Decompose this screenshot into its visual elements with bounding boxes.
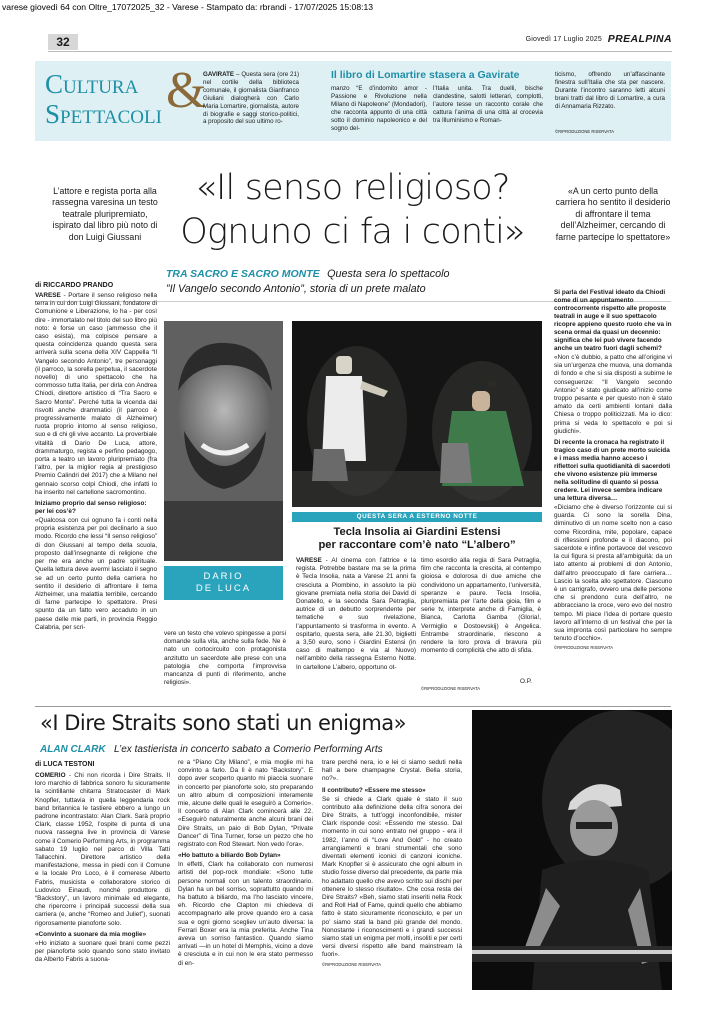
left-pull-quote: L’attore e regista porta alla rassegna varesina un testo teatrale pluripremiato, ispirato dal libro più noto di don Luigi Giussani <box>52 186 158 242</box>
main-col1-subhead: Iniziamo proprio dal senso religioso: per lei cos’è? <box>35 500 147 516</box>
top-item-left <box>203 71 299 126</box>
main-right-p1: «Non c’è dubbio, a patto che all’origine vi sia un’urgenza che muova, una domanda di fondo e che si sia disposti a subirne le conseguenze: “Il Vangelo secondo Antonio” è stato giudicato all’inizio come troppo pesante e per questo non è stato amato da certi ambienti lontani dalla Chiesa o troppo politicizzati. Ma io dico: prima si veda lo spettacolo e poi si giudichi». <box>554 354 672 435</box>
top-item-copyright: ©RIPRODUZIONE RISERVATA <box>555 129 615 134</box>
section-ampersand: & <box>166 62 207 119</box>
main-col-right <box>554 286 672 650</box>
second-kicker: ALAN CLARK <box>40 744 106 755</box>
main-subtitle <box>166 266 546 296</box>
top-item-mid2: l’Italia unita. Tra duelli, bische clandestine, salotti letterari, complotti, l’autore tesse un racconto corale che cattura l’anima di una città al crocevia tra Illuminismo e Roman- <box>433 85 543 124</box>
portrait-caption-line1: DARIO <box>203 571 244 582</box>
second-subtitle <box>40 739 480 757</box>
main-col1-p1: - Portare il senso religioso nella terra in cui don Luigi Giussani, fondatore di Comunione e Liberazione, lo ha - per così dire - immortalato nel titolo del suo libro più noto: è forse un caso (ammesso che il caso esista), ma colpisce pensare a questa coincidenza quando questa sera arriverà sulla scena della XIV Cappella “Il Vangelo secondo Antonio”, tre personaggi (il parroco, la sorella perpetua, il sacerdote novello) di uno spettacolo che ha commosso tutta Italia, per dirla con Andrea Chiodi, direttore artistico di “Tra Sacro e Sacro Monte”. Perché tutta la vicenda dai risvolti anche drammatici (il parroco è progressivamente malato di Alzheimer) ruota proprio intorno al senso religioso, suo e di chi gli vive accanto. La proverbiale vitalità di Dario De Luca, attore, drammaturgo, regista e perfino pedagogo, porta a teatro un lavoro pluripremiato (fra l’altro, per la miglior regia al prestigioso Premio Calindri del 2017) che a Milano nel gennaio scorso colpì Chiodi, che infatti lo ha inserito nel cartellone sacromontino. <box>35 292 157 496</box>
second-col2-text: re a “Piano City Milano”, e mia moglie mi ha convinto a farlo. Da lì è nato “Backstory”. E dopo aver scoperto quanto mi piaccia suonare in concerto per pianoforte solo, sto preparando un altro album di composizioni interamente mie, alcune delle quali le eseguirò a Comerio». Il concerto di Alan Clark comincerà alle 22. «Eseguirò naturalmente anche alcuni brani dei Dire Straits, un paio di Bob Dylan, “Private Dancer” di Tina Turner, forse un pezzo che ho registrato con Rod Stewart. Non vedo l’ora». <box>178 759 313 849</box>
print-stamp: varese giovedì 64 con Oltre_17072025_32 - Varese - Stampato da: rbrandi - 17/07/2025 15:08:13 <box>2 2 374 12</box>
main-col1 <box>35 292 157 633</box>
section-word-spettacoli: Spettacoli <box>45 99 162 129</box>
page-header <box>48 32 672 52</box>
box-title-line1: Tecla Insolia ai Giardini Estensi <box>333 526 501 538</box>
header-date: Giovedì 17 Luglio 2025 <box>525 36 602 43</box>
stage-image <box>292 321 542 507</box>
main-byline: di RICCARDO PRANDO <box>35 282 114 289</box>
main-right-p2: «Diciamo che è diverso l’orizzonte cui si guarda. Ci sono la sorella Dina, diminutivo di un nome scelto non a caso come Ricordina, mite, popolare, capace di riflessioni profonde e il diacono, poi sacerdote e infine portavoce del vescovo la cui figura si presta all’ambiguità: da un lato attento ai problemi di don Antonio, dall’altro preoccupato di fare carriera… Lascio la scelta allo spettatore. Ciascuno è un carrigrafo, ovvero una delle persone che si prendono cura dell’altro, ne abbracciano la croce, vero evo del nostro tempo. Mi piace l’idea di portare questo lavoro all’interno di un festival che per la sua impronta così particolare ho sempre tenuto d’occhio». <box>554 504 672 643</box>
box-title <box>292 526 542 552</box>
main-col1-p2: «Qualcosa con cui ognuno fa i conti nella propria esistenza per poi declinarlo a suo modo. Ricordo che lessi “Il senso religioso” di don Giussani al tempo della scuola, proposto dall’insegnante di religione che per me era anche un padre spirituale. Quella lettura deve avermi lasciato il segno se ad un certo punto della carriera ho sentito il desiderio di affrontare il tema Alzheimer, una malattia terribile, cercando di farne partecipe lo spettatore. Presi spunto da un fatto vero accaduto in un paese delle mie parti, in provincia Reggio Calabria, per scri- <box>35 517 157 631</box>
box-copyright: ©RIPRODUZIONE RISERVATA <box>421 686 481 691</box>
portrait-image <box>164 321 283 561</box>
main-kicker: TRA SACRO E SACRO MONTE <box>166 268 320 280</box>
main-subtitle-line2: ”Il Vangelo secondo Antonio”, storia di un prete malato <box>166 283 426 295</box>
box-sign: O.P. <box>520 678 532 685</box>
alan-clark-photo <box>472 710 672 990</box>
main-right-subhead1: Si parla del Festival ideato da Chiodi come di un appuntamento controcorrente rispetto alle proposte teatrali in auge e il suo spettacolo ricopre appieno questo ruolo che va in scena ormai da quasi un decennio: significa che lei può vivere facendo anche un teatro fuori dagli schemi? <box>554 289 672 352</box>
portrait-caption <box>164 566 283 600</box>
box-col1 <box>296 557 416 672</box>
main-col2: vere un testo che volevo spingesse a porsi domande sulla vita, anche sulla fede. Ne è nato un cortocircuito con protagonista anzitutto un sacerdote alle prese con una patologia che comporta l’improvvisa mancanza di punti di riferimento, anche religiosi». <box>164 630 286 687</box>
second-col1-p2: «Ho iniziato a suonare quei brani come pezzi per pianoforte solo quando sono stato invitato da Alberto Fabris a suona- <box>35 939 170 964</box>
top-item-title: Il libro di Lomartire stasera a Gavirate <box>331 69 520 81</box>
box-title-line2: per raccontare com’è nato “L’albero” <box>318 539 516 551</box>
second-col2-p2: In effetti, Clark ha collaborato con numerosi artisti del pop-rock mondiale: «Sono tutte persone normali con un talento straordinario. Dylan ha un bel sorriso, soprattutto quando mi ha battuto a biliardo, ma l’ho lasciato vincere, eh. Ricordo che Clapton mi chiedeva di accompagnarlo alle prove quando ero a casa sua e ogni giorno scegliev un’auto diversa: la Ferrari Boxer era la mia preferita. Anche Tina aveva un sorriso fantastico. Quando siamo arrivati —in un hotel di Memphis, vicino a dove è cresciuta e in cui non le era stato permesso di en- <box>178 861 313 967</box>
box-label: QUESTA SERA A ESTERNO NOTTE <box>292 512 542 522</box>
second-col1 <box>35 772 170 965</box>
main-right-subhead2: Di recente la cronaca ha registrato il tragico caso di un prete morto suicida e i mass media hanno acceso i riflettori sulla quotidianità di sacerdoti che vivono esistenze più immerse nella solitudine di quanto si possa credere. Lei invece sembra indicare una lettura diversa… <box>554 439 671 503</box>
page-number: 32 <box>48 34 78 50</box>
stage-photo <box>292 321 542 507</box>
portrait-caption-line2: DE LUCA <box>195 583 252 594</box>
second-col3-text: trare perché nera, io e lei ci siamo seduti nella hall a bere champagne Crystal. Bella storia, no?». <box>322 759 462 783</box>
main-col1-lead: VARESE <box>35 292 61 299</box>
main-subtitle-line1: Questa sera lo spettacolo <box>327 268 450 280</box>
top-item-right: ticismo, offrendo un’affascinante finestra sull’Italia che sta per nascere. Durante l’incontro saranno letti alcuni brani tratti dal libro di Lomartire, a cura di Annamaria Rizzato. <box>555 71 665 110</box>
box-col1-text: - Al cinema con l’attrice e la regista. Potrebbe bastare ma se la prima è Tecla Insolia, nata a Varese 21 anni fa cresciuta a Piombino, in assoluto la più giovane premiata nella storia dei David di Donatello, e la seconda Sara Petraglia, autrice di un debutto sorprendente per tematiche e suo rivelazione, l’appuntamento si trasforma in evento. A ospitarlo, questa sera, alle 21.30, biglietti a 3,50 euro, sono i Giardini Estensi (in caso di maltempo e via al Nuovo) nell’ambito della rassegna Esterno Notte. In cartellone L’albero, opportuno ot- <box>296 557 416 671</box>
section-word-cultura: Cultura <box>45 69 139 99</box>
main-copyright: ©RIPRODUZIONE RISERVATA <box>554 645 614 651</box>
box-col1-lead: VARESE <box>296 557 322 564</box>
top-item-left-text: – Questa sera (ore 21) nel cortile della biblioteca comunale, il giornalista Gianfranco Giuliani dialogherà con Carlo Maria Lomartire, giornalista, autore di biografie e saggi storico-politici, a proposito del suo ultimo ro- <box>203 71 299 126</box>
second-subtitle-text: L’ex tastierista in concerto sabato a Comerio Performing Arts <box>114 744 383 755</box>
right-pull-quote: «A un certo punto della carriera ho sentito il desiderio di affrontare il tema dell’Alzheimer, cercando di farne partecipe lo spettatore» <box>555 186 671 242</box>
main-headline-line1: «Il senso religioso? <box>195 168 510 208</box>
second-col2-subhead: «Ho battuto a biliardo Bob Dylan» <box>178 852 281 860</box>
second-col3-p2: Se si chiede a Clark quale è stato il suo contributo alla definizione della cifra sonora dei Dire Straits, a tutt’oggi inconfondibile, mister Clark risponde così: «Essendo me stesso. Dal momento in cui sono entrato nel gruppo - era il 1982, l’anno di “Love And Gold” - ho creato arrangiamenti e brani strumentali che sono diventati elementi iconici di canzoni iconiche. Mark Knopfler si è assicurato che ogni album in studio fosse diverso dal precedente, da parte mia ho adattato quello che avevo scritto sui dischi per ottenere lo stesso risultato». Che cosa resta dei Dire Straits? «Beh, siamo stati inseriti nella Rock and Roll Hall of Fame, quindi quello che abbiamo fatto è stato sicuramente riconosciuto, e per un po’ siamo stati la band più grande del mondo. Nonostante i riconoscimenti e i grandi successi siamo stati un enigma per molti, insoliti e per certi versi diversi rispetto alle band mainstream là fuori». <box>322 795 462 959</box>
second-byline: di LUCA TESTONI <box>35 761 95 768</box>
box-col2: timo esordio alla regia di Sara Petraglia, film che racconta la crescita, al contempo gioiosa e dolorosa di due amiche che condividono un appartamento, l’università, speranze e paure. Tecla Insolia, pluripremiata per l’arte della gioia, film e serie tv, interprete anche di Famiglia, è Bianca, Carlotta Gamba (Gloria!, Vermiglio e Dostoevskij) è Angelica. Entrambe straordinarie, riescono a rendere la loro prova di bravura più momento di complicità che atto di sfida. <box>421 557 541 655</box>
masthead: PREALPINA <box>607 33 672 45</box>
second-col1-text: - Chi non ricorda i Dire Straits. Il loro marchio di fabbrica sonoro fu sicuramente la scintillante chitarra Stratocaster di Mark Knopfler, tuttavia in quella leggendaria rock band britannica le tastiere ebbero a lungo un padrone incontrastato: Alan Clark. Sarà proprio Clark, classe 1952, l’ospite di punta di una nuova rassegna live in provincia di Varese come il Comerio Performing Arts, in programma sabato 19 luglio nel parco di Villa Tatti Tallacchini. Direttore artistico della manifestazione, messa in piedi con il Comune e la locale Pro Loco, è il comerese Alberto Fabris, musicista e collaboratore storico di Ludovico Einaudi, nonché produttore di “Backstory”, un lavoro minimale ed elegante, che ripercorre i principali successi della sua carriera (e, anche “Romeo and Juliet”), suonati rigorosamente pianoforte solo. <box>35 772 170 927</box>
main-headline-line2: Ognuno ci fa i conti» <box>180 212 525 252</box>
second-col3-subhead: Il contributo? «Essere me stesso» <box>322 786 426 794</box>
section-separator <box>35 706 671 707</box>
second-col1-subhead: «Convinto a suonare da mia moglie» <box>35 930 147 938</box>
second-col1-lead: COMERIO <box>35 772 66 779</box>
top-item-mid: manzo “E d’indomito amor - Passione e Rivoluzione nella Milano di Napoleone” (Mondadori), che racconta appunto di una città sotto il dominio napoleonico e del sogno del- <box>331 85 427 132</box>
main-headline <box>140 166 565 254</box>
second-col2 <box>178 759 313 969</box>
section-banner <box>35 61 671 141</box>
top-item-kicker: GAVIRATE <box>203 71 235 78</box>
portrait-dario-de-luca <box>164 321 283 561</box>
second-col3 <box>322 759 462 967</box>
concert-image <box>472 710 672 990</box>
second-copyright: ©RIPRODUZIONE RISERVATA <box>322 961 382 967</box>
second-headline: «I Dire Straits sono stati un enigma» <box>40 711 407 735</box>
